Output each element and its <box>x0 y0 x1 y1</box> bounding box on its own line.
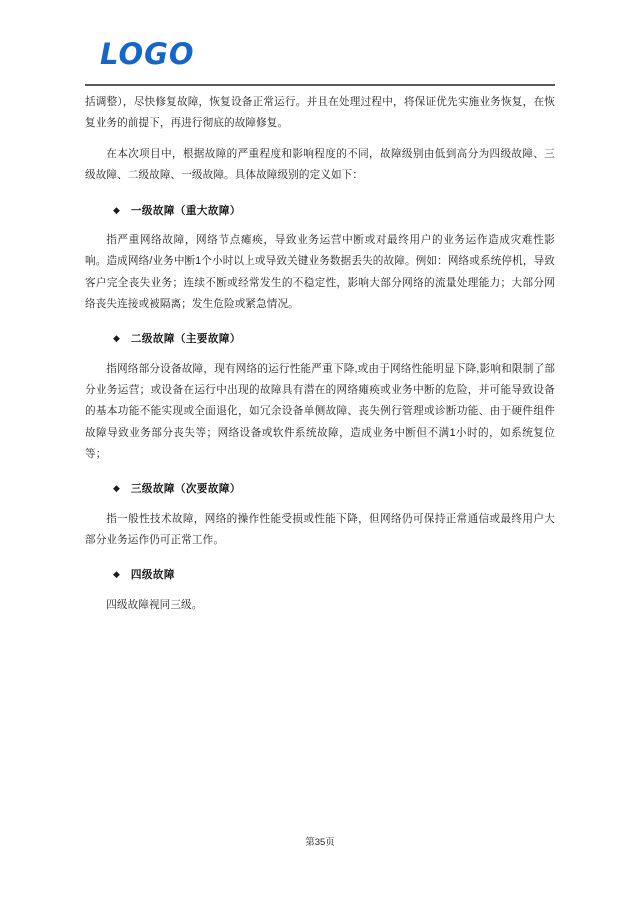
section-heading-text: 二级故障（主要故障） <box>130 333 241 346</box>
section-level-1 <box>85 201 555 316</box>
section-level-2 <box>85 329 555 465</box>
diamond-bullet-icon: ◆ <box>113 569 120 580</box>
section-level-3 <box>85 479 555 551</box>
section-heading-level-4 <box>85 565 555 586</box>
page-number: 第35页 <box>305 837 335 848</box>
diamond-bullet-icon: ◆ <box>113 483 120 494</box>
diamond-bullet-icon: ◆ <box>113 204 120 215</box>
section-heading-level-2 <box>85 329 555 350</box>
section-paragraph: 指严重网络故障，网络节点瘫痪，导致业务运营中断或对最终用户的业务运作造成灾难性影响。造成网络/业务中断1个小时以上或导致关键业务数据丢失的故障。例如：网络或系统停机，导致客户完全丧失业务；连续不断或经常发生的不稳定性，影响大部分网络的流量处理能力；大部分网络丧失连接或被隔离；发生危险或紧急情况。 <box>85 233 555 310</box>
diamond-bullet-icon: ◆ <box>113 333 120 344</box>
section-paragraph: 指网络部分设备故障，现有网络的运行性能严重下降,或由于网络性能明显下降,影响和限制了部分业务运营；或设备在运行中出现的故障具有潜在的网络瘫痪或业务中断的危险，并可能导致设备的基本功能不能实现或全面退化，如冗余设备单侧故障、丧失例行管理或诊断功能、由于硬件组件故障导致业务部分丧失等；网络设备或软件系统故障，造成业务中断但不满1小时的，如系统复位等； <box>85 362 555 461</box>
section-paragraph: 指一般性技术故障，网络的操作性能受损或性能下降，但网络仍可保持正常通信或最终用户大部分业务运作仍可正常工作。 <box>85 512 555 547</box>
section-heading-level-3 <box>85 479 555 500</box>
paragraph-intro-continued: 括调整），尽快修复故障，恢复设备正常运行。并且在处理过程中，将保证优先实施业务恢复，在恢复业务的前提下，再进行彻底的故障修复。 <box>85 96 555 130</box>
section-level-4 <box>85 565 555 616</box>
section-heading-level-1 <box>85 201 555 222</box>
page-header <box>0 0 640 92</box>
section-heading-text: 一级故障（重大故障） <box>130 204 241 217</box>
section-paragraph: 四级故障视同三级。 <box>106 598 203 611</box>
section-heading-text: 三级故障（次要故障） <box>130 483 241 496</box>
logo: LOGO <box>100 37 195 71</box>
paragraph-fault-levels-intro: 在本次项目中，根据故障的严重程度和影响程度的不同，故障级别由低到高分为四级故障、三级故障、二级故障、一级故障。具体故障级别的定义如下： <box>85 147 555 182</box>
section-heading-text: 四级故障 <box>130 569 175 582</box>
header-divider <box>85 84 555 86</box>
document-body <box>0 92 640 616</box>
